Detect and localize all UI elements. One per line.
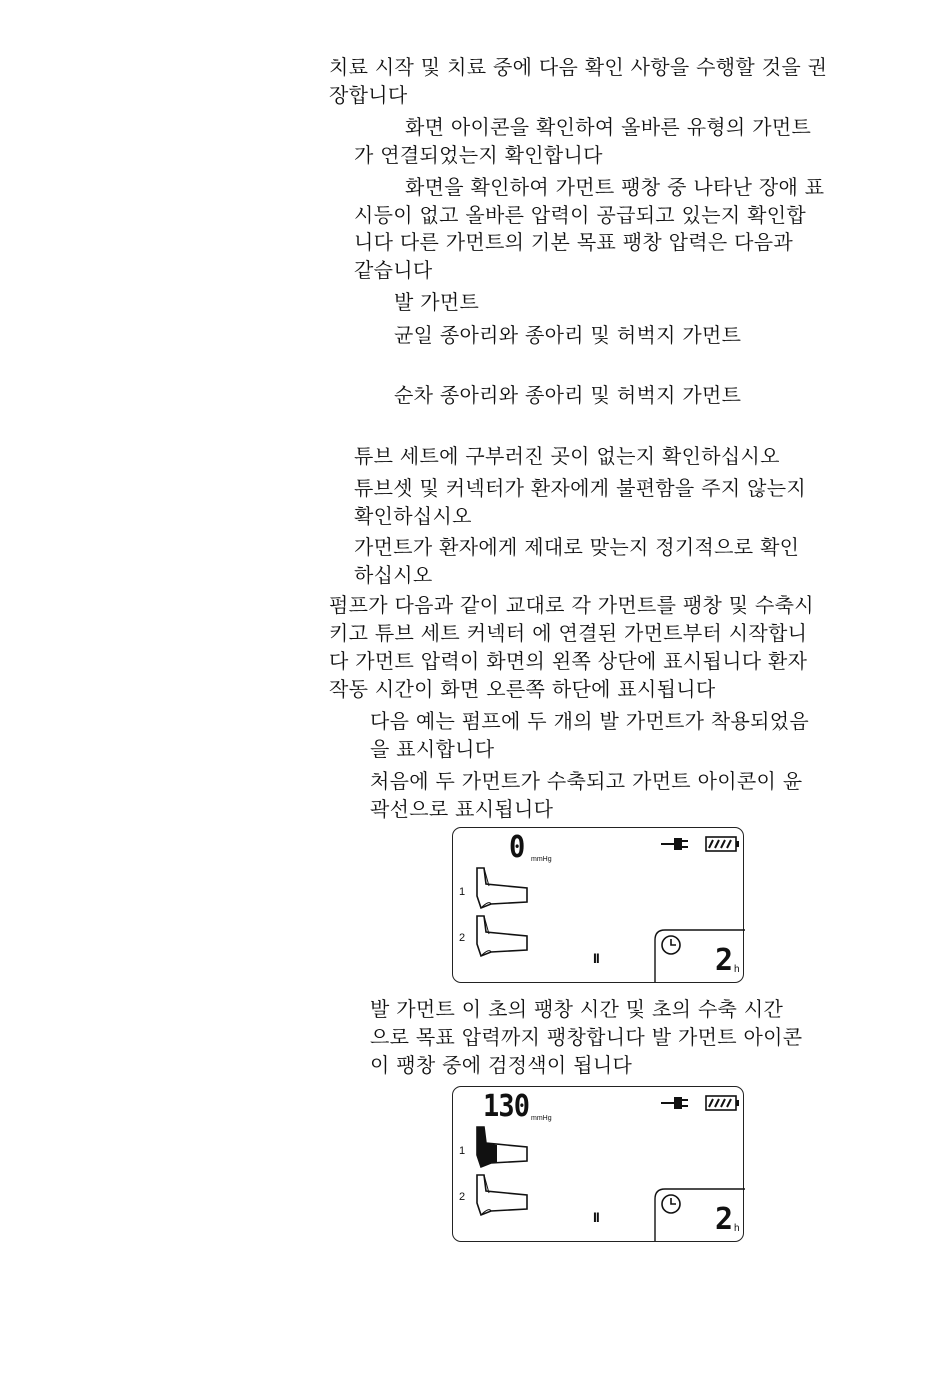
lcd-display-inflating [452,1086,744,1242]
check-screen-line: 같습니다 [354,258,433,282]
initial-line: 곽선으로 표시됩니다 [370,797,554,821]
check-tube-kink: 튜브 세트에 구부러진 곳이 없는지 확인하십시오 [354,444,780,468]
initial-line: 처음에 두 가먼트가 수축되고 가먼트 아이콘이 윤 [370,769,803,793]
pressure-sequential: 순차 종아리와 종아리 및 허벅지 가먼트 [394,383,742,407]
pressure-unit: mmHg [531,1115,552,1122]
check-icon-line: 화면 아이콘을 확인하여 올바른 유형의 가먼트 [405,115,812,139]
hours-readout: 2 [715,943,734,978]
lcd-graphics [453,828,745,984]
port-2-label: 2 [459,1191,466,1203]
inflate-line: 이 팽창 중에 검정색이 됩니다 [370,1053,633,1077]
hours-unit: h [734,964,740,975]
pressure-uniform: 균일 종아리와 종아리 및 허벅지 가먼트 [394,323,742,347]
foot-garment-icon-1-inflated [477,1127,527,1167]
port-1-label: 1 [459,1145,466,1157]
check-fit: 가먼트가 환자에게 제대로 맞는지 정기적으로 확인 [354,535,800,559]
pressure-readout: 130 [483,1089,530,1124]
pressure-readout: 0 [509,830,525,865]
check-icon-line: 가 연결되었는지 확인합니다 [354,143,603,167]
pump-line: 다 가먼트 압력이 화면의 왼쪽 상단에 표시됩니다 환자 [329,649,808,673]
clock-icon [662,936,680,954]
example-line: 다음 예는 펌프에 두 개의 발 가먼트가 착용되었음 [370,709,810,733]
hours-readout: 2 [715,1202,734,1237]
example-line: 을 표시합니다 [370,737,495,761]
plug-icon [661,838,688,850]
check-screen-line: 시등이 없고 올바른 압력이 공급되고 있는지 확인합 [354,203,806,227]
foot-garment-icon-2 [477,1175,527,1215]
pressure-unit: mmHg [531,856,552,863]
pump-line: 펌프가 다음과 같이 교대로 각 가먼트를 팽창 및 수축시 [329,593,814,617]
inflate-line: 으로 목표 압력까지 팽창합니다 발 가먼트 아이콘 [370,1025,803,1049]
foot-garment-icon-2 [477,916,527,956]
check-fit: 하십시오 [354,563,433,587]
battery-icon [706,837,739,851]
pressure-foot: 발 가먼트 [394,290,480,314]
foot-garment-icon-1 [477,868,527,908]
pump-line: 작동 시간이 화면 오른쪽 하단에 표시됩니다 [329,677,716,701]
check-screen-line: 화면을 확인하여 가먼트 팽창 중 나타난 장애 표 [405,175,825,199]
intro-line: 장합니다 [329,83,408,107]
check-screen-line: 니다 다른 가먼트의 기본 목표 팽창 압력은 다음과 [354,230,794,254]
lcd-display-deflated [452,827,744,983]
hours-unit: h [734,1223,740,1234]
clock-icon [662,1195,680,1213]
pump-line: 키고 튜브 세트 커넥터 에 연결된 가먼트부터 시작합니 [329,621,808,645]
plug-icon [661,1097,688,1109]
battery-icon [706,1096,739,1110]
check-tube-comfort: 튜브셋 및 커넥터가 환자에게 불편함을 주지 않는지 [354,476,806,500]
intro-line: 치료 시작 및 치료 중에 다음 확인 사항을 수행할 것을 권 [329,55,828,79]
pause-indicator: II [593,950,599,966]
inflate-line: 발 가먼트 이 초의 팽창 시간 및 초의 수축 시간 [370,997,784,1021]
port-1-label: 1 [459,886,466,898]
check-tube-comfort: 확인하십시오 [354,504,472,528]
port-2-label: 2 [459,932,466,944]
pause-indicator: II [593,1209,599,1225]
